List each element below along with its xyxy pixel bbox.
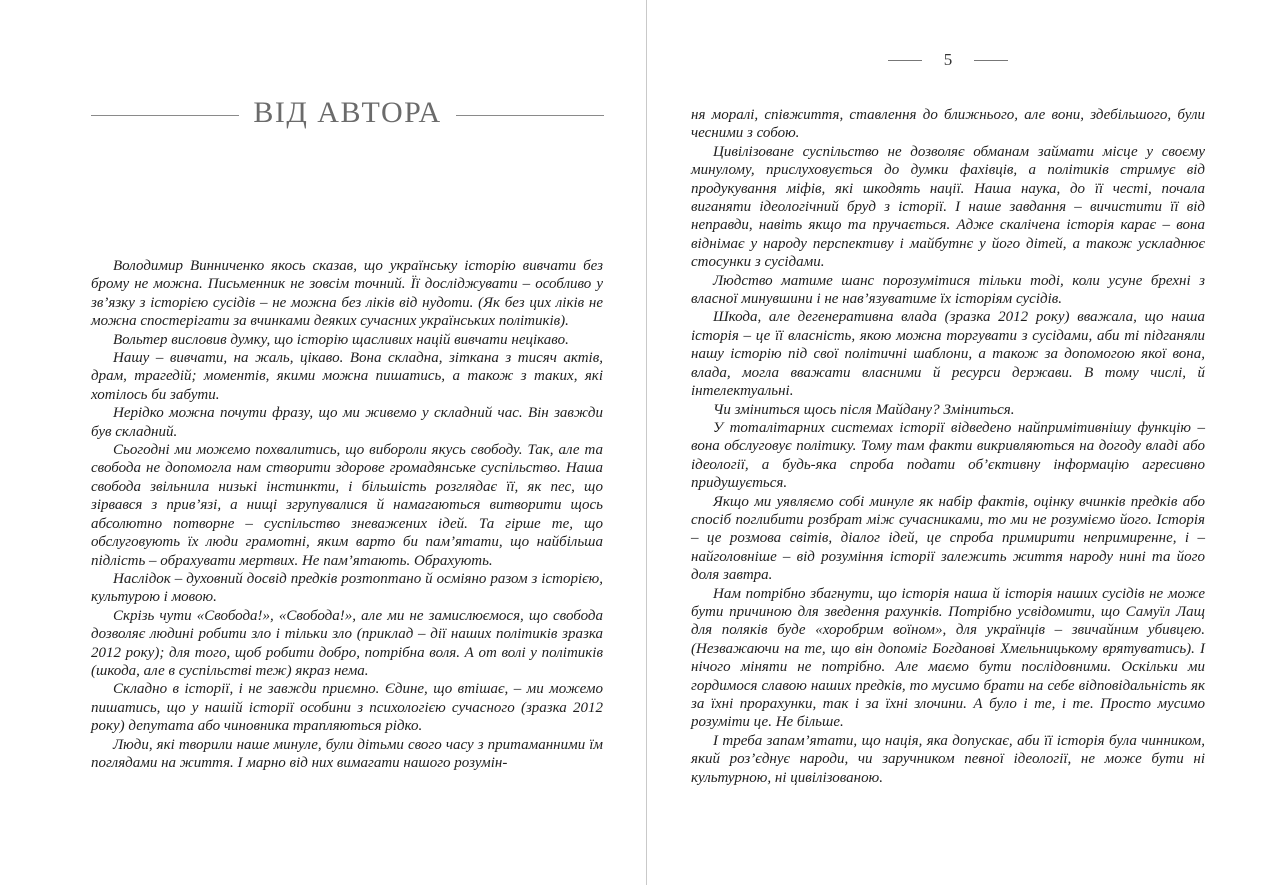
- page-number-rule-left: [888, 60, 922, 61]
- paragraph: Володимир Винниченко якось сказав, що українську історію вивчати без брому не можна. Письменник не зовсім точний. Її досліджувати – особливо у зв’язку з історією сусідів – не можна без ліків від нудоти. (Як без цих ліків не можна спостерігати за вчинками деяких сучасних українських політиків).: [91, 258, 603, 330]
- paragraph: Наслідок – духовний досвід предків розтоптано й осміяно разом з історією, культурою і мовою.: [91, 570, 603, 606]
- chapter-heading: [91, 96, 604, 136]
- paragraph: Нерідко можна почути фразу, що ми живемо у складний час. Він завжди був складний.: [91, 405, 603, 440]
- paragraph: Цивілізоване суспільство не дозволяє обманам займати місце у своєму минулому, прислуховується до думки фахівців, а політиків стримує від продукування міфів, які шкодять нації. Наша наука, до її честі, почала виганяти ідеологічний бруд з історії. І наше завдання – вичистити її від неправди, навіть якщо та пручається. Адже скалічена історія карає – вона віднімає у народу перспективу і майбутнє у його дітей, а також ускладнює стосунки з сусідами.: [691, 143, 1205, 271]
- spread-divider: [646, 0, 647, 885]
- page-number: 5: [943, 50, 953, 69]
- paragraph: Чи зміниться щось після Майдану? Зміниться.: [713, 401, 1015, 418]
- paragraph: Скрізь чути «Свобода!», «Свобода!», але ми не замислюємося, що свобода дозволяє людині робити зло і тільки зло (приклад – дії наших політиків зразка 2012 року); для того, щоб робити добро, потрібна воля. А от волі у політиків (шкода, але в суспільстві теж) якраз нема.: [91, 607, 603, 679]
- chapter-title: ВІД АВТОРА: [253, 96, 442, 129]
- paragraph: Нам потрібно збагнути, що історія наша й історія наших сусідів не може бути причиною для зведення рахунків. Потрібно усвідомити, що Самуїл Лащ для поляків буде «хоробрим воїном», для українців – звичайним убивцею. (Незважаючи на те, що він допоміг Богданові Хмельницькому врятуватись). І нічого міняти не потрібно. Але маємо бути послідовними. Оскільки ми гордимося славою наших предків, то мусимо брати на себе відповідальність як за їхні прорахунки, так і за їхні злочини. А було і те, і те. Просто мусимо розуміти це. Не більше.: [691, 585, 1205, 731]
- paragraph: Вольтер висловив думку, що історію щасливих націй вивчати нецікаво.: [113, 331, 569, 348]
- paragraph: Люди, які творили наше минуле, були дітьми свого часу з притаманними їм поглядами на життя. І марно від них вимагати нашого розумін-: [91, 736, 603, 771]
- paragraph: Людство матиме шанс порозумітися тільки тоді, коли усуне брехні з власної минувшини і не нав’язуватиме їх історіям сусідів.: [691, 272, 1205, 308]
- page-number-rule-right: [974, 60, 1008, 61]
- paragraph: Нашу – вивчати, на жаль, цікаво. Вона складна, зіткана з тисяч актів, драм, трагедій; моментів, якими можна пишатись, а також з таких, які хотілось би забути.: [91, 350, 603, 403]
- right-page-text: [691, 106, 1205, 787]
- left-page-text: [91, 257, 603, 772]
- chapter-title-rule-left: [91, 115, 239, 116]
- chapter-title-rule-right: [456, 115, 604, 116]
- paragraph: І треба запам’ятати, що нація, яка допускає, аби її історія була чинником, який роз’єднує народи, чи заручником певної ідеології, не може бути ні культурною, ні цивілізованою.: [691, 732, 1205, 786]
- paragraph: У тоталітарних системах історії відведено найпримітивнішу функцію – вона обслуговує політику. Тому там факти викривляються на догоду владі або ідеології, а будь-яка спроба подати об’єктивну інформацію агресивно придушується.: [691, 419, 1205, 492]
- paragraph: Складно в історії, і не завжди приємно. Єдине, що втішає, – ми можемо пишатись, що у нашій історії особини з психологією сучасного (зразка 2012 року) депутата або чиновника трапляються рідко.: [91, 681, 603, 735]
- paragraph: Сьогодні ми можемо похвалитись, що вибороли якусь свободу. Так, але та свобода не допомогла нам створити здорове громадянське суспільство. Наша свобода звільнила низькі інстинкти, і більшість розглядає її, як пес, що зірвався з прив’язі, а нищі згрупувалися й намагаються витворити щось абсолютно потворне – суспільство зневажених ідей. Та гірше те, що обслуговують їх люди грамотні, яким варто би пам’ятати, що найбільша підлість – обрахувати мертвих. Не пам’ятають. Обрахують.: [91, 442, 603, 569]
- paragraph: Шкода, але дегенеративна влада (зразка 2012 року) вважала, що наша історія – це її власність, якою можна торгувати з сусідами, аби ті підганяли нашу історію під свої політичні шаблони, а також за допомогою якої вона, влада, могла вважати власними й ресурси держави. В тому числі, й інтелектуальні.: [691, 309, 1205, 400]
- paragraph: Якщо ми уявляємо собі минуле як набір фактів, оцінку вчинків предків або спосіб поглибити розбрат між сучасниками, то ми не розуміємо його. Історія – це розмова світів, діалог ідей, це спроба примирити непримиренне, і – найголовніше – від розуміння історії залежить життя народу нині та його доля завтра.: [691, 493, 1205, 584]
- paragraph-continuation: ня моралі, співжиття, ставлення до ближнього, але вони, здебільшого, були чесними з собою.: [691, 107, 1205, 142]
- page-number-header: [888, 50, 1008, 72]
